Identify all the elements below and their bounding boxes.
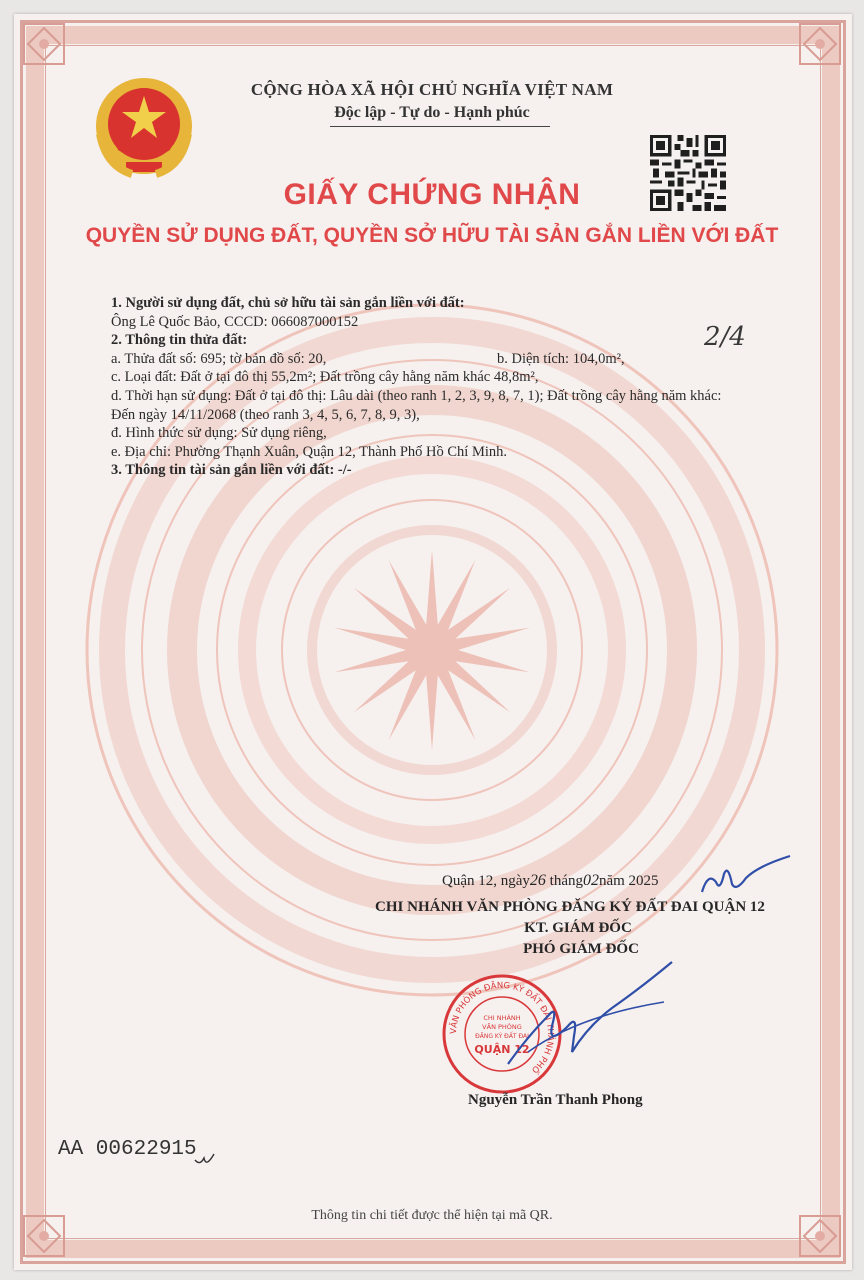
land-parcel: a. Thửa đất số: 695; tờ bản đồ số: 20,	[111, 350, 327, 367]
signing-date	[442, 872, 659, 890]
footer-note: Thông tin chi tiết được thể hiện tại mã QR.	[311, 1208, 553, 1223]
signing-place: Quận 12, ngày	[442, 873, 530, 889]
motto-underline	[330, 126, 550, 127]
initial-scribble	[698, 852, 794, 898]
stamp-line3: ĐĂNG KÝ ĐẤT ĐAI	[475, 1033, 529, 1040]
stamp-line1: CHI NHÁNH	[483, 1014, 521, 1022]
certificate-title: GIẤY CHỨNG NHẬN	[283, 178, 581, 211]
land-type: c. Loại đất: Đất ở tại đô thị 55,2m²; Đất trồng cây hằng năm khác 48,8m²,	[111, 369, 539, 386]
land-parcel-row	[111, 350, 831, 369]
stamp-ring-text: VĂN PHÒNG ĐĂNG KÝ ĐẤT ĐAI THÀNH PHỐ	[448, 980, 556, 1075]
land-term-line1: d. Thời hạn sử dụng: Đất ở tại đô thị: Lâu dài (theo ranh 1, 2, 3, 9, 8, 7, 1); Đất trồng cây hằng năm khác:	[111, 387, 722, 404]
serial-number: AA 00622915	[58, 1138, 197, 1161]
signing-role1: KT. GIÁM ĐỐC	[524, 920, 632, 936]
handwritten-page-note: 2/4	[704, 322, 746, 352]
signing-authority	[345, 897, 795, 960]
stamp-line4: QUẬN 12	[474, 1043, 530, 1056]
signing-year: năm 2025	[598, 873, 659, 889]
land-term-line2: Đến ngày 14/11/2068 (theo ranh 3, 4, 5, 6, 7, 8, 9, 3),	[111, 406, 420, 423]
land-heading: 2. Thông tin thửa đất:	[111, 332, 248, 349]
land-area: b. Diện tích: 104,0m²,	[497, 350, 625, 367]
drum-star-icon	[335, 550, 530, 750]
signing-role2: PHÓ GIÁM ĐỐC	[523, 941, 639, 957]
certificate-subtitle: QUYỀN SỬ DỤNG ĐẤT, QUYỀN SỞ HỮU TÀI SẢN GẮN LIỀN VỚI ĐẤT	[85, 224, 779, 247]
land-address: e. Địa chỉ: Phường Thạnh Xuân, Quận 12, Thành Phố Hồ Chí Minh.	[111, 443, 507, 460]
owner-heading: 1. Người sử dụng đất, chủ sở hữu tài sản gắn liền với đất:	[111, 295, 465, 311]
signer-name: Nguyễn Trần Thanh Phong	[468, 1092, 643, 1108]
signing-month-label: tháng	[549, 873, 583, 889]
assets-heading: 3. Thông tin tài sản gắn liền với đất: -/-	[111, 462, 352, 479]
signing-day: 26	[529, 872, 546, 889]
country-header: CỘNG HÒA XÃ HỘI CHỦ NGHĨA VIỆT NAM	[250, 80, 614, 99]
issuing-office: CHI NHÁNH VĂN PHÒNG ĐĂNG KÝ ĐẤT ĐAI QUẬN 12	[375, 899, 765, 915]
certificate-body	[111, 294, 831, 480]
signature-icon	[488, 956, 678, 1080]
serial-tick-mark	[192, 1148, 218, 1172]
stamp-line2: VĂN PHÒNG	[482, 1023, 522, 1031]
owner-name: Ông Lê Quốc Bảo, CCCD: 066087000152	[111, 313, 359, 330]
land-usage-form: đ. Hình thức sử dụng: Sử dụng riêng,	[111, 425, 327, 442]
motto: Độc lập - Tự do - Hạnh phúc	[334, 104, 530, 121]
signing-month: 02	[582, 872, 599, 889]
